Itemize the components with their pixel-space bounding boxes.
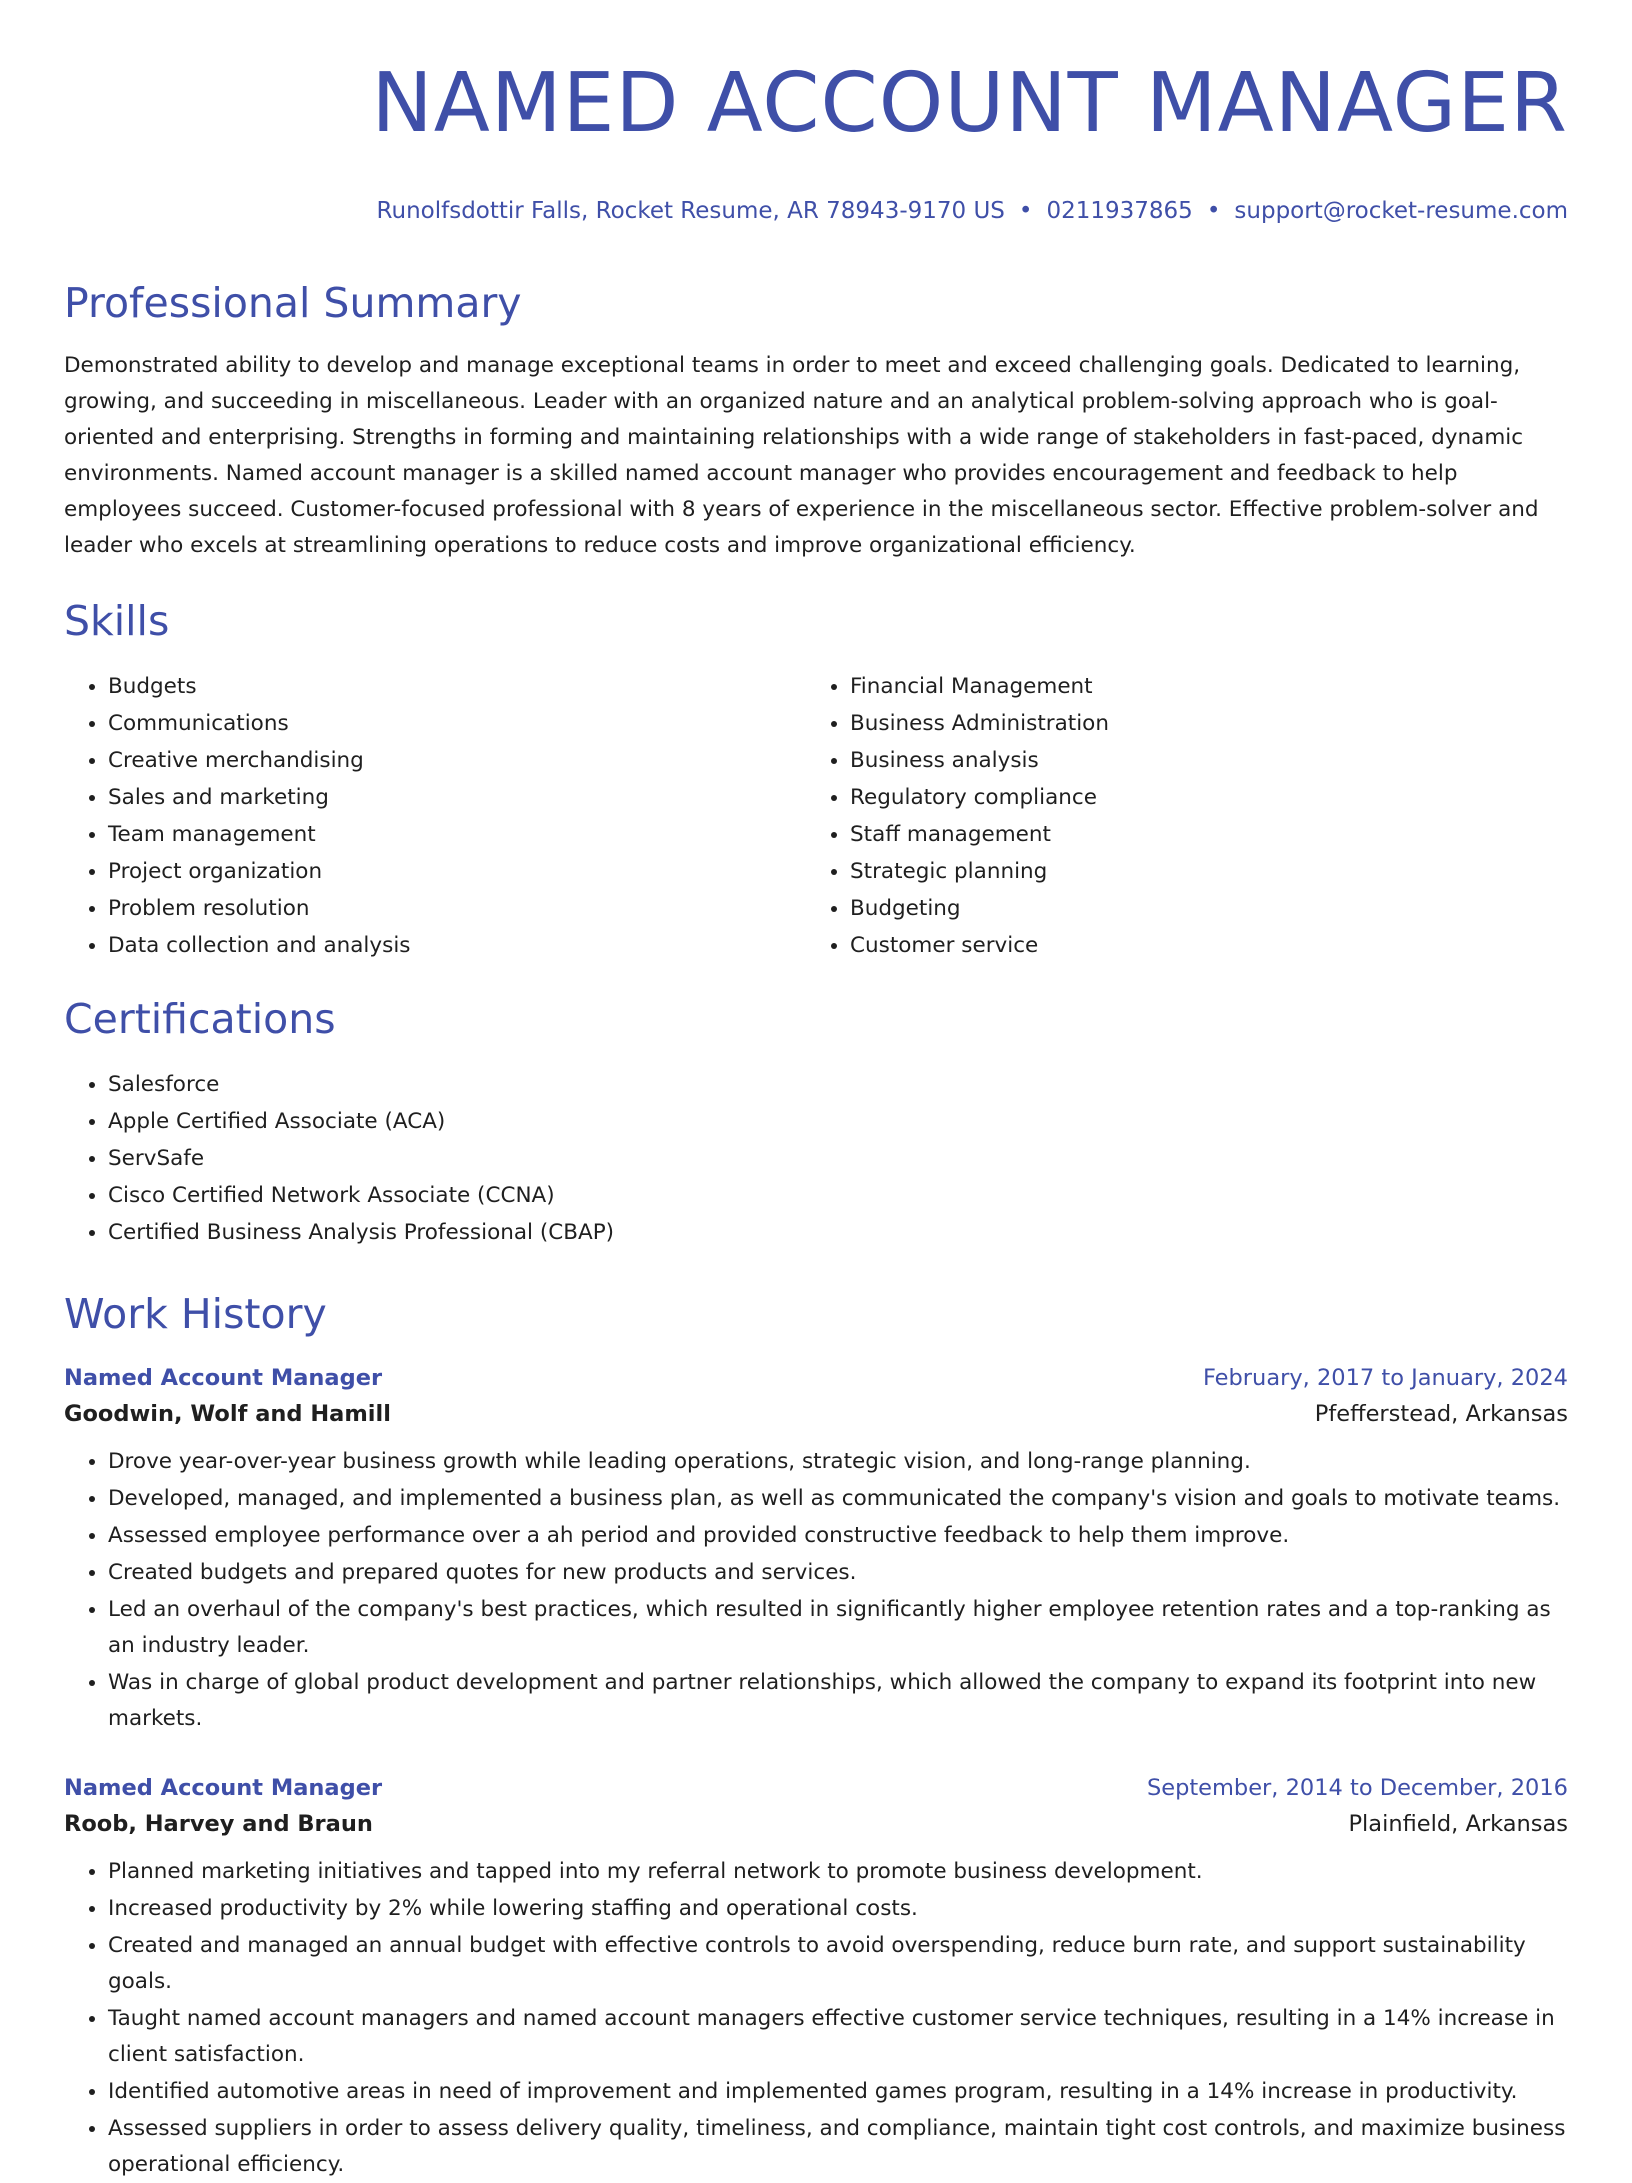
job-bullet: • Led an overhaul of the company's best practices, which resulted in significantly higher employee retention rates and a top-ranking as an industry leader. <box>108 1591 1568 1664</box>
skill-item: • Data collection and analysis <box>108 927 806 964</box>
job-header-row <box>64 1361 1568 1395</box>
job-bullet: • Assessed employee performance over a ah period and provided constructive feedback to help them improve. <box>108 1517 1568 1554</box>
job-title: Named Account Manager <box>64 1775 383 1801</box>
job-entry <box>64 1771 1568 2183</box>
skills-grid <box>64 668 1568 964</box>
skill-item: • Financial Management <box>850 668 1548 705</box>
job-company: Roob, Harvey and Braun <box>64 1811 373 1837</box>
skills-list-right <box>806 668 1548 964</box>
job-bullet: • Taught named account managers and named account managers effective customer service techniques, resulting in a 14% increase in client satisfaction. <box>108 2000 1568 2073</box>
job-bullet: • Was in charge of global product development and partner relationships, which allowed the company to expand its footprint into new markets. <box>108 1664 1568 1737</box>
contact-separator: • <box>1206 198 1221 224</box>
skill-item: • Team management <box>108 816 806 853</box>
certification-item: • Cisco Certified Network Associate (CCNA) <box>108 1177 1568 1214</box>
skill-item: • Budgets <box>108 668 806 705</box>
skill-item: • Creative merchandising <box>108 742 806 779</box>
skills-list-left <box>64 668 806 964</box>
job-title: Named Account Manager <box>64 1365 383 1391</box>
certification-item: • ServSafe <box>108 1140 1568 1177</box>
job-dates: February, 2017 to January, 2024 <box>1202 1365 1568 1391</box>
summary-heading: Professional Summary <box>64 279 522 327</box>
skills-column-left <box>64 668 806 964</box>
certifications-heading: Certifications <box>64 995 336 1043</box>
job-company: Goodwin, Wolf and Hamill <box>64 1401 391 1427</box>
job-bullet: • Identified automotive areas in need of improvement and implemented games program, resulting in a 14% increase in productivity. <box>108 2073 1568 2110</box>
skill-item: • Business Administration <box>850 705 1548 742</box>
contact-address: Runolfsdottir Falls, Rocket Resume, AR 78943-9170 US <box>376 198 1005 224</box>
job-employer-row <box>64 1395 1568 1433</box>
skill-item: • Business analysis <box>850 742 1548 779</box>
certification-item: • Apple Certified Associate (ACA) <box>108 1103 1568 1140</box>
job-header-row <box>64 1771 1568 1805</box>
job-bullet: • Created budgets and prepared quotes for new products and services. <box>108 1554 1568 1591</box>
skills-heading: Skills <box>64 597 170 645</box>
job-bullet: • Planned marketing initiatives and tapped into my referral network to promote business development. <box>108 1853 1568 1890</box>
skill-item: • Communications <box>108 705 806 742</box>
certifications-list <box>64 1066 1568 1251</box>
skill-item: • Regulatory compliance <box>850 779 1548 816</box>
contact-separator: • <box>1018 198 1033 224</box>
certification-item: • Salesforce <box>108 1066 1568 1103</box>
job-dates: September, 2014 to December, 2016 <box>1146 1775 1568 1801</box>
skill-item: • Project organization <box>108 853 806 890</box>
skill-item: • Staff management <box>850 816 1548 853</box>
job-location: Plainfield, Arkansas <box>1348 1811 1568 1837</box>
job-employer-row <box>64 1805 1568 1843</box>
job-entry <box>64 1361 1568 1737</box>
job-bullet: • Increased productivity by 2% while lowering staffing and operational costs. <box>108 1890 1568 1927</box>
skill-item: • Sales and marketing <box>108 779 806 816</box>
job-bullets <box>64 1853 1568 2183</box>
job-location: Pfefferstead, Arkansas <box>1314 1401 1568 1427</box>
job-bullets <box>64 1443 1568 1737</box>
candidate-name: NAMED ACCOUNT MANAGER <box>371 56 1568 151</box>
skills-column-right <box>806 668 1548 964</box>
contact-email[interactable]: support@rocket-resume.com <box>1234 198 1568 224</box>
job-bullet: • Assessed suppliers in order to assess delivery quality, timeliness, and compliance, maintain tight cost controls, and maximize business operational efficiency. <box>108 2110 1568 2183</box>
skill-item: • Budgeting <box>850 890 1548 927</box>
contact-line <box>64 196 1568 226</box>
certification-item: • Certified Business Analysis Professional (CBAP) <box>108 1214 1568 1251</box>
resume-page <box>64 0 1568 2183</box>
job-bullet: • Created and managed an annual budget with effective controls to avoid overspending, reduce burn rate, and support sustainability goals. <box>108 1927 1568 2000</box>
contact-phone: 0211937865 <box>1046 198 1193 224</box>
skill-item: • Problem resolution <box>108 890 806 927</box>
job-bullet: • Developed, managed, and implemented a business plan, as well as communicated the company's vision and goals to motivate teams. <box>108 1480 1568 1517</box>
work-history-heading: Work History <box>64 1290 327 1338</box>
skill-item: • Strategic planning <box>850 853 1548 890</box>
skill-item: • Customer service <box>850 927 1548 964</box>
job-bullet: • Drove year-over-year business growth while leading operations, strategic vision, and long-range planning. <box>108 1443 1568 1480</box>
summary-text: Demonstrated ability to develop and manage exceptional teams in order to meet and exceed challenging goals. Dedicated to learning, growing, and succeeding in miscellaneous. Leader with an organized nature and an analytical problem-solving approach who is goal-oriented and enterprising. Strengths in forming and maintaining relationships with a wide range of stakeholders in fast-paced, dynamic environments. Named account manager is a skilled named account manager who provides encouragement and feedback to help employees succeed. Customer-focused professional with 8 years of experience in the miscellaneous sector. Effective problem-solver and leader who excels at streamlining operations to reduce costs and improve organizational efficiency. <box>64 353 1539 558</box>
